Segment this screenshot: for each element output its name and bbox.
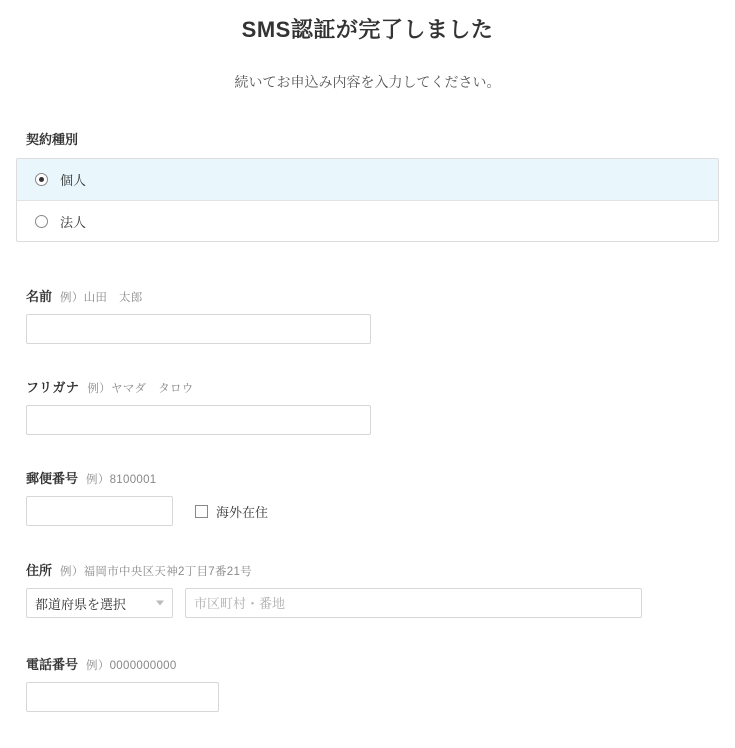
- contract-type-label-row: [16, 129, 719, 148]
- page-subtitle: 続いてお申込み内容を入力してください。: [234, 74, 501, 90]
- radio-option-corporate-label: 法人: [60, 214, 87, 230]
- checkbox-icon: [195, 505, 208, 518]
- tel-hint: 例）0000000000: [86, 660, 177, 672]
- radio-option-corporate[interactable]: [17, 200, 718, 241]
- prefecture-select-value: 都道府県を選択: [35, 596, 127, 612]
- kana-hint: 例）ヤマダ タロウ: [87, 383, 194, 395]
- address-label: 住所: [26, 563, 53, 578]
- chevron-down-icon: [156, 601, 164, 606]
- name-label: 名前: [26, 289, 53, 304]
- field-zip: [16, 468, 719, 526]
- kana-label: フリガナ: [26, 380, 80, 395]
- page-title: SMS認証が完了しました: [241, 17, 494, 42]
- city-input[interactable]: [185, 588, 642, 618]
- application-form: [0, 129, 735, 712]
- radio-selected-icon: [35, 173, 48, 186]
- kana-input[interactable]: [26, 405, 371, 435]
- contract-type-label: 契約種別: [26, 132, 79, 147]
- tel-input[interactable]: [26, 682, 219, 712]
- address-row: [26, 588, 719, 618]
- name-input[interactable]: [26, 314, 371, 344]
- zip-label-row: [16, 468, 719, 487]
- name-hint: 例）山田 太郎: [60, 292, 143, 304]
- tel-label: 電話番号: [26, 657, 79, 672]
- name-label-row: [16, 286, 719, 305]
- radio-unselected-icon: [35, 215, 48, 228]
- field-kana: [16, 377, 719, 435]
- tel-label-row: [16, 654, 719, 673]
- overseas-checkbox[interactable]: [195, 502, 268, 521]
- address-label-row: [16, 560, 719, 579]
- page-header: [0, 0, 735, 92]
- field-tel: [16, 654, 719, 712]
- zip-input[interactable]: [26, 496, 173, 526]
- field-name: [16, 286, 719, 344]
- field-address: [16, 560, 719, 618]
- zip-label: 郵便番号: [26, 471, 79, 486]
- kana-label-row: [16, 377, 719, 396]
- zip-hint: 例）8100001: [86, 474, 157, 486]
- radio-option-individual[interactable]: [17, 159, 718, 200]
- field-contract-type: [16, 129, 719, 242]
- zip-row: [16, 496, 719, 526]
- contract-type-radio-group: [16, 158, 719, 242]
- overseas-checkbox-label: 海外在住: [216, 504, 269, 520]
- radio-option-individual-label: 個人: [60, 173, 87, 188]
- prefecture-select[interactable]: [26, 588, 173, 618]
- address-hint: 例）福岡市中央区天神2丁目7番21号: [60, 566, 252, 578]
